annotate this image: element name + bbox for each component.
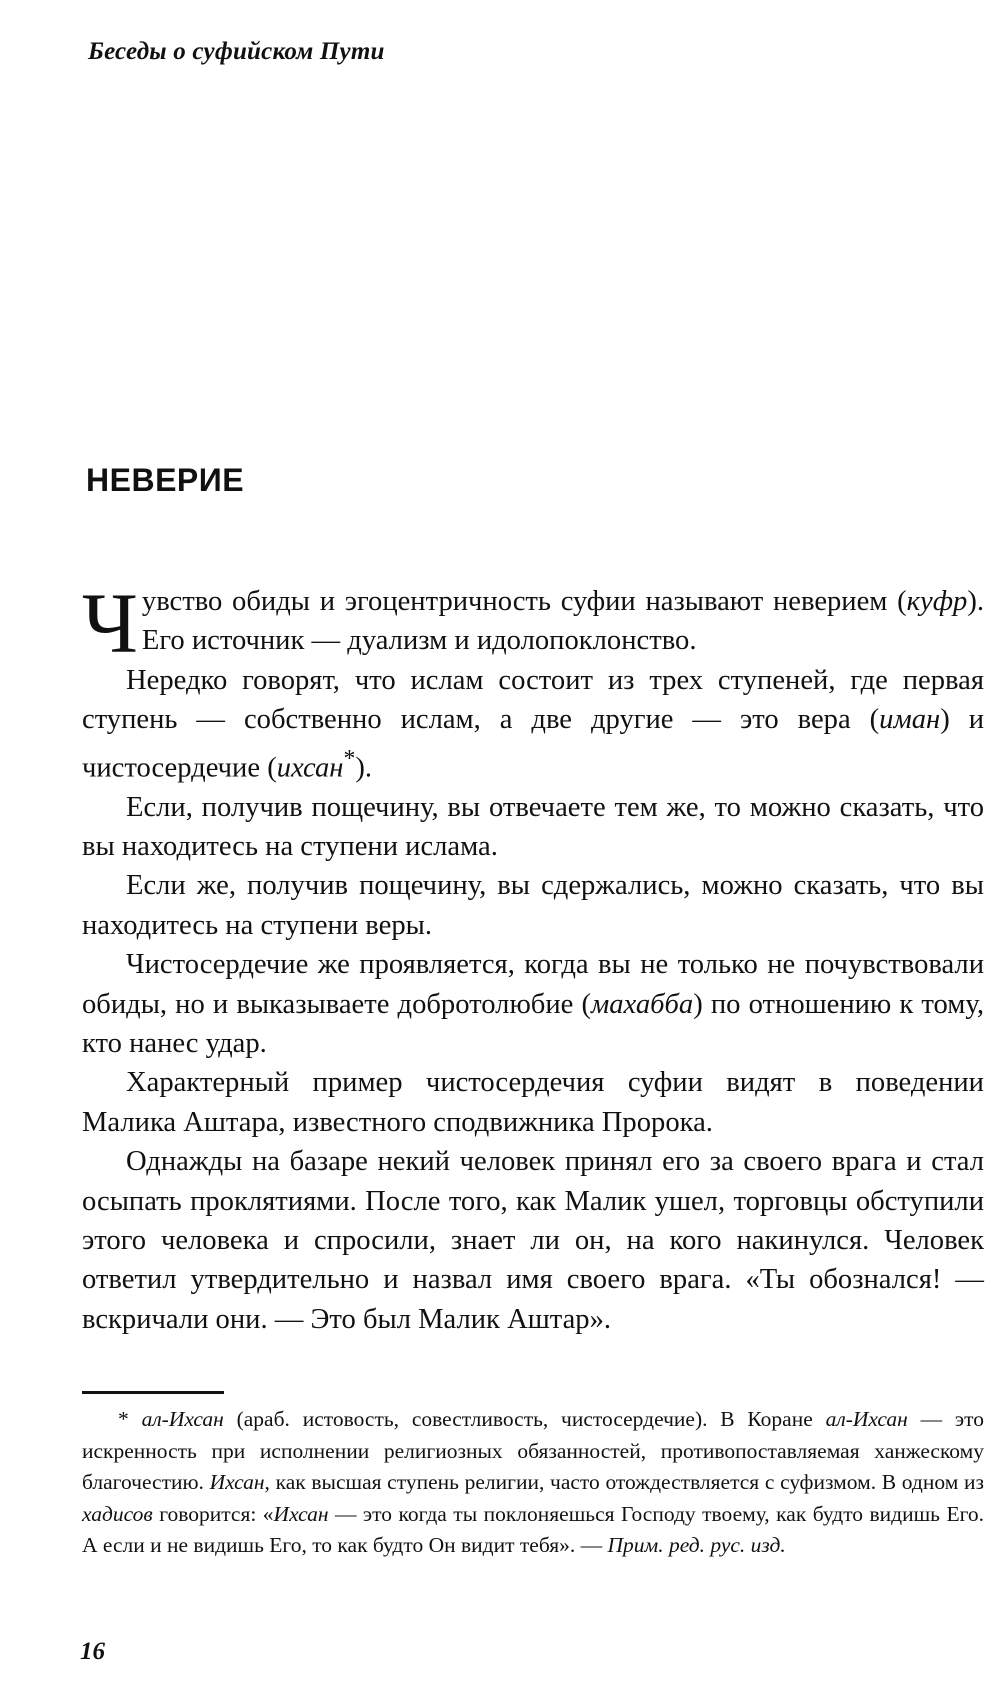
paragraph-5 [82,945,984,1063]
text-run: ) и чистосердечие ( [82,704,984,784]
term: ал-Ихсан [825,1407,908,1431]
text-run: ). Его источник — дуализм и идолопоклонство. [141,586,984,657]
term: Ихсан [209,1470,265,1494]
text-run: говорится: « [152,1501,274,1526]
term-mahabba: махабба [591,988,694,1020]
editor-note: Прим. ред. рус. изд. [607,1533,786,1557]
term: ал-Ихсан [141,1407,224,1431]
term-kufr: куфр [906,586,968,617]
text-run: ) по отношению к тому, кто нанес удар. [82,988,984,1059]
paragraph-6: Характерный пример чистосердечия суфии видят в поведении Малика Аштара, известного сподвижника Пророка. [82,1067,984,1138]
paragraph-2 [82,661,984,788]
term: хадисов [82,1501,153,1526]
drop-cap: Ч [82,575,138,671]
text-run: , как высшая ступень религии, часто отождествляется с суфизмом. В одном из [264,1470,984,1494]
text-run: Нередко говорят, что ислам состоит из трех ступеней, где первая ступень — собственно ислам, а две другие — это вера ( [82,664,984,736]
footnote-text [82,1404,984,1562]
footnote-marker: * [343,745,356,772]
body-text [82,575,984,1339]
text-run: Чистосердечие же проявляется, когда вы не только не почувствовали обиды, но и выказываете добротолюбие ( [82,949,984,1020]
text-run: увство обиды и эгоцентричность суфии называют неверием ( [141,586,907,617]
footnote [82,1404,984,1562]
chapter-title: НЕВЕРИЕ [86,462,245,498]
footnote-marker: * [118,1407,129,1431]
paragraph-1 [82,575,984,671]
running-head: Беседы о суфийском Пути [88,38,385,65]
page-number: 16 [80,1638,105,1665]
term-ihsan: ихсан [276,752,344,784]
paragraph-3: Если, получив пощечину, вы отвечаете тем же, то можно сказать, что вы находитесь на ступени ислама. [82,791,984,862]
footnote-divider [82,1391,224,1394]
term: Ихсан [273,1501,329,1526]
text-run: — это когда ты поклоняешься Господу твоему, как будто видишь Его. А если и не видишь Его, то как будто Он видит тебя». — [82,1501,984,1557]
text-run: — это искренность при исполнении религиозных обязанностей, противопоставляемая ханжескому благочестию. [82,1407,984,1494]
text-run: ). [355,752,373,784]
text-run: (араб. истовость, совестливость, чистосердечие). В Коране [223,1407,826,1431]
paragraph-7: Однажды на базаре некий человек принял его за своего врага и стал осыпать проклятиями. После того, как Малик ушел, торговцы обступили этого человека и спросили, знает ли он, на кого накинулся. Человек ответил утвердительно и назвал имя своего врага. «Ты обознался! — вскричали они. — Это был Малик Аштар». [82,1146,984,1335]
paragraph-4: Если же, получив пощечину, вы сдержались, можно сказать, что вы находитесь на ступени веры. [82,870,984,941]
term-iman: иман [879,704,941,736]
